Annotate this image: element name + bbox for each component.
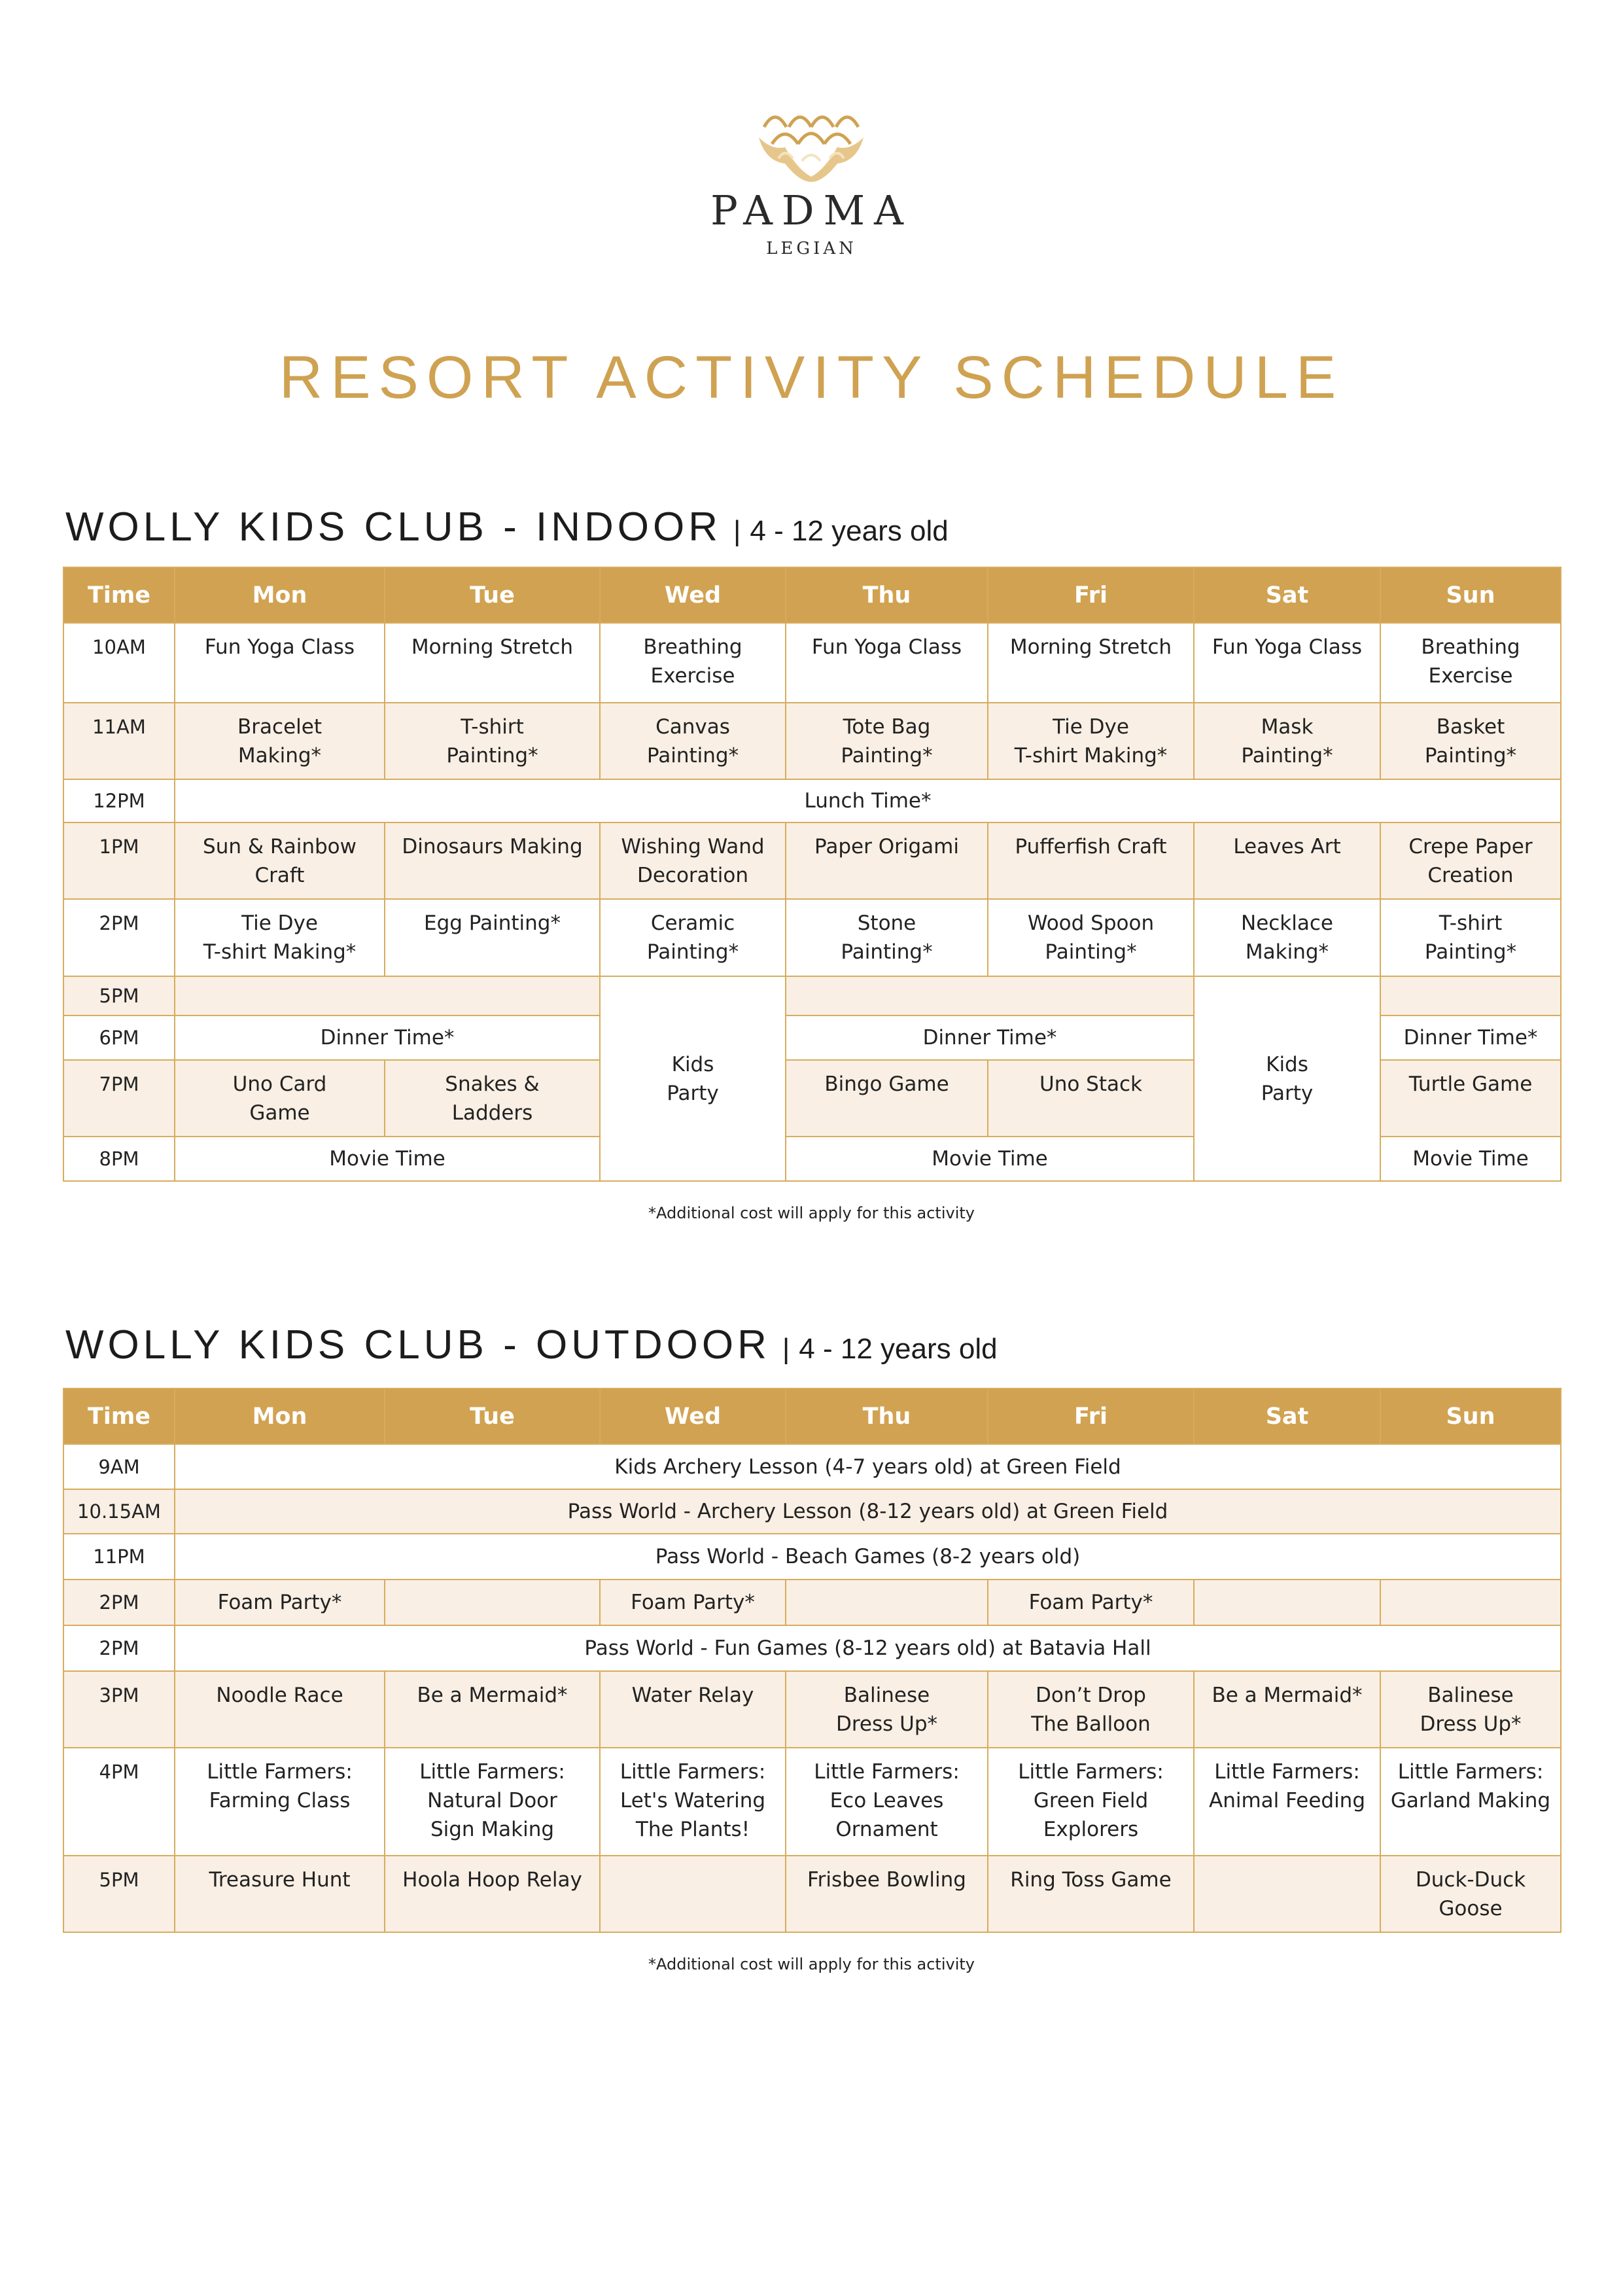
activity-cell	[786, 1748, 988, 1856]
activity-line: Animal Feeding	[1208, 1789, 1366, 1812]
table-row	[63, 779, 1561, 822]
kids-party-cell	[600, 976, 786, 1181]
activity-cell: Dinosaurs Making	[385, 822, 600, 899]
activity-cell	[175, 1748, 385, 1856]
activity-line: Kids	[1266, 1052, 1308, 1076]
indoor-footnote: *Additional cost will apply for this activity	[648, 1204, 975, 1222]
table-row	[63, 703, 1561, 779]
empty-cell	[600, 1856, 786, 1932]
activity-cell: Leaves Art	[1194, 822, 1380, 899]
time-cell: 7PM	[63, 1060, 175, 1137]
empty-cell	[1194, 1856, 1380, 1932]
brand-name: PADMA	[710, 186, 913, 234]
activity-cell: Bingo Game	[786, 1060, 988, 1137]
activity-cell: Water Relay	[600, 1671, 786, 1748]
activity-cell	[988, 1748, 1194, 1856]
col-mon: Mon	[175, 1388, 385, 1444]
table-row	[63, 822, 1561, 899]
activity-line: Game	[249, 1101, 310, 1125]
activity-line: Kids	[671, 1052, 714, 1076]
activity-line: Goose	[1439, 1897, 1503, 1920]
activity-cell: Fun Yoga Class	[175, 623, 385, 703]
col-sun: Sun	[1380, 1388, 1561, 1444]
activity-line: Painting*	[1424, 744, 1517, 768]
col-sat: Sat	[1194, 1388, 1380, 1444]
activity-line: T-shirt	[461, 715, 524, 739]
time-cell: 4PM	[63, 1748, 175, 1856]
dinner-cell: Dinner Time*	[175, 1016, 600, 1060]
col-tue: Tue	[385, 567, 600, 623]
activity-cell	[600, 899, 786, 976]
activity-line: Painting*	[1241, 744, 1333, 768]
activity-cell	[1380, 623, 1561, 703]
table-row	[63, 1534, 1561, 1580]
activity-line: Little Farmers:	[1018, 1760, 1164, 1784]
activity-line: Little Farmers:	[1214, 1760, 1360, 1784]
activity-cell	[1194, 899, 1380, 976]
activity-line: Exercise	[1428, 664, 1513, 688]
activity-line: Craft	[254, 864, 305, 887]
table-row	[63, 1748, 1561, 1856]
activity-line: Making*	[1245, 940, 1329, 964]
activity-line: Mask	[1261, 715, 1314, 739]
activity-line: Explorers	[1043, 1818, 1139, 1841]
activity-line: Ladders	[451, 1101, 533, 1125]
activity-line: T-shirt Making*	[1014, 744, 1168, 768]
activity-cell: Morning Stretch	[988, 623, 1194, 703]
table-row	[63, 623, 1561, 703]
col-wed: Wed	[600, 1388, 786, 1444]
activity-line: Painting*	[841, 744, 933, 768]
activity-line: Tie Dye	[241, 911, 318, 935]
activity-line: Dress Up*	[835, 1712, 938, 1736]
activity-line: Exercise	[650, 664, 735, 688]
time-cell: 2PM	[63, 1580, 175, 1625]
activity-cell	[988, 1671, 1194, 1748]
activity-cell	[1380, 822, 1561, 899]
time-cell: 12PM	[63, 779, 175, 822]
indoor-heading	[65, 504, 949, 550]
page-title: RESORT ACTIVITY SCHEDULE	[279, 344, 1344, 411]
activity-line: Painting*	[446, 744, 538, 768]
activity-cell: Pass World - Beach Games (8-2 years old)	[175, 1534, 1561, 1580]
table-row	[63, 1856, 1561, 1932]
col-time: Time	[63, 1388, 175, 1444]
activity-cell	[600, 1748, 786, 1856]
activity-line: Canvas	[655, 715, 730, 739]
empty-cell	[385, 1580, 600, 1625]
activity-cell	[175, 822, 385, 899]
activity-line: Green Field	[1033, 1789, 1149, 1812]
brand-location: LEGIAN	[766, 239, 857, 258]
activity-cell: Foam Party*	[988, 1580, 1194, 1625]
activity-cell	[175, 703, 385, 779]
activity-line: Painting*	[646, 744, 739, 768]
indoor-schedule-table	[63, 567, 1562, 1182]
activity-line: Natural Door	[427, 1789, 557, 1812]
time-cell: 10AM	[63, 623, 175, 703]
activity-cell: Uno Stack	[988, 1060, 1194, 1137]
activity-cell	[988, 899, 1194, 976]
col-wed: Wed	[600, 567, 786, 623]
activity-cell: Egg Painting*	[385, 899, 600, 976]
time-cell: 1PM	[63, 822, 175, 899]
activity-cell: Foam Party*	[175, 1580, 385, 1625]
activity-line: Wishing Wand	[621, 835, 765, 858]
table-row	[63, 976, 1561, 1016]
activity-cell	[385, 1748, 600, 1856]
kids-party-cell	[1194, 976, 1380, 1181]
col-mon: Mon	[175, 567, 385, 623]
activity-cell: Pass World - Fun Games (8-12 years old) at Batavia Hall	[175, 1625, 1561, 1671]
activity-cell: Ring Toss Game	[988, 1856, 1194, 1932]
movie-cell: Movie Time	[175, 1137, 600, 1181]
activity-cell	[175, 899, 385, 976]
activity-cell	[1380, 703, 1561, 779]
col-tue: Tue	[385, 1388, 600, 1444]
activity-line: Balinese	[1427, 1684, 1514, 1707]
activity-cell: Hoola Hoop Relay	[385, 1856, 600, 1932]
col-sat: Sat	[1194, 567, 1380, 623]
time-cell: 8PM	[63, 1137, 175, 1181]
activity-cell: Treasure Hunt	[175, 1856, 385, 1932]
activity-cell	[175, 1060, 385, 1137]
activity-line: T-shirt Making*	[203, 940, 357, 964]
activity-cell: Foam Party*	[600, 1580, 786, 1625]
activity-line: Creation	[1427, 864, 1514, 887]
activity-line: The Plants!	[635, 1818, 750, 1841]
activity-line: Uno Card	[232, 1072, 327, 1096]
activity-line: Little Farmers:	[620, 1760, 766, 1784]
activity-line: Balinese	[843, 1684, 930, 1707]
activity-cell	[385, 703, 600, 779]
empty-cell	[1380, 976, 1561, 1016]
activity-line: Painting*	[841, 940, 933, 964]
activity-line: Making*	[237, 744, 322, 768]
table-row	[63, 1489, 1561, 1534]
activity-line: Sun & Rainbow	[203, 835, 357, 858]
activity-cell	[1380, 1748, 1561, 1856]
activity-cell: Pass World - Archery Lesson (8-12 years old) at Green Field	[175, 1489, 1561, 1534]
activity-cell: Fun Yoga Class	[1194, 623, 1380, 703]
activity-cell: Morning Stretch	[385, 623, 600, 703]
lotus-icon	[746, 98, 877, 183]
activity-line: Crepe Paper	[1408, 835, 1533, 858]
activity-line: Ceramic	[650, 911, 735, 935]
col-fri: Fri	[988, 567, 1194, 623]
heading-separator: |	[782, 1333, 790, 1365]
activity-line: Party	[1261, 1081, 1314, 1105]
activity-cell: Kids Archery Lesson (4-7 years old) at Green Field	[175, 1444, 1561, 1489]
activity-cell	[786, 1671, 988, 1748]
activity-line: Party	[667, 1081, 719, 1105]
time-cell: 6PM	[63, 1016, 175, 1060]
activity-line: Snakes &	[445, 1072, 540, 1096]
activity-line: Tote Bag	[843, 715, 931, 739]
activity-line: Eco Leaves	[829, 1789, 944, 1812]
col-fri: Fri	[988, 1388, 1194, 1444]
activity-line: Little Farmers:	[814, 1760, 960, 1784]
activity-cell: Noodle Race	[175, 1671, 385, 1748]
table-row	[63, 1671, 1561, 1748]
activity-cell	[988, 703, 1194, 779]
activity-line: Decoration	[637, 864, 749, 887]
heading-separator: |	[733, 515, 741, 547]
outdoor-age: 4 - 12 years old	[799, 1333, 998, 1365]
indoor-age: 4 - 12 years old	[750, 515, 949, 547]
activity-cell	[786, 703, 988, 779]
activity-cell	[1194, 1748, 1380, 1856]
time-cell: 3PM	[63, 1671, 175, 1748]
activity-line: Farming Class	[209, 1789, 351, 1812]
activity-cell	[1194, 703, 1380, 779]
dinner-cell: Dinner Time*	[786, 1016, 1194, 1060]
activity-cell: Be a Mermaid*	[385, 1671, 600, 1748]
table-row	[63, 1580, 1561, 1625]
activity-line: Ornament	[835, 1818, 938, 1841]
col-sun: Sun	[1380, 567, 1561, 623]
activity-line: Basket	[1436, 715, 1505, 739]
outdoor-heading	[65, 1322, 998, 1368]
activity-cell: Frisbee Bowling	[786, 1856, 988, 1932]
time-cell: 9AM	[63, 1444, 175, 1489]
table-row	[63, 899, 1561, 976]
table-header-row	[63, 1388, 1561, 1444]
time-cell: 2PM	[63, 1625, 175, 1671]
time-cell: 5PM	[63, 1856, 175, 1932]
lunch-cell: Lunch Time*	[175, 779, 1561, 822]
activity-line: The Balloon	[1031, 1712, 1151, 1736]
col-thu: Thu	[786, 567, 988, 623]
activity-cell	[786, 899, 988, 976]
empty-cell	[1194, 1580, 1380, 1625]
movie-cell: Movie Time	[1380, 1137, 1561, 1181]
activity-line: Little Farmers:	[419, 1760, 565, 1784]
activity-cell	[1380, 1671, 1561, 1748]
activity-line: Little Farmers:	[207, 1760, 353, 1784]
activity-line: Breathing	[643, 635, 742, 659]
activity-cell: Turtle Game	[1380, 1060, 1561, 1137]
movie-cell: Movie Time	[786, 1137, 1194, 1181]
outdoor-title: WOLLY KIDS CLUB - OUTDOOR	[65, 1322, 771, 1368]
time-cell: 11PM	[63, 1534, 175, 1580]
activity-line: Dress Up*	[1420, 1712, 1522, 1736]
activity-cell	[600, 623, 786, 703]
activity-line: Sign Making	[430, 1818, 555, 1841]
activity-line: Breathing	[1421, 635, 1520, 659]
activity-line: T-shirt	[1439, 911, 1503, 935]
dinner-cell: Dinner Time*	[1380, 1016, 1561, 1060]
activity-cell: Be a Mermaid*	[1194, 1671, 1380, 1748]
indoor-title: WOLLY KIDS CLUB - INDOOR	[65, 504, 722, 550]
activity-line: Tie Dye	[1053, 715, 1129, 739]
empty-cell	[1380, 1580, 1561, 1625]
time-cell: 11AM	[63, 703, 175, 779]
activity-cell	[385, 1060, 600, 1137]
col-time: Time	[63, 567, 175, 623]
activity-line: Let's Watering	[620, 1789, 766, 1812]
table-header-row	[63, 567, 1561, 623]
time-cell: 5PM	[63, 976, 175, 1016]
activity-cell	[1380, 899, 1561, 976]
activity-line: Duck-Duck	[1415, 1868, 1526, 1892]
activity-line: Necklace	[1241, 911, 1333, 935]
activity-line: Painting*	[1424, 940, 1517, 964]
time-cell: 10.15AM	[63, 1489, 175, 1534]
table-row	[63, 1444, 1561, 1489]
outdoor-schedule-table	[63, 1388, 1562, 1933]
activity-cell	[600, 703, 786, 779]
activity-line: Wood Spoon	[1027, 911, 1155, 935]
activity-cell: Paper Origami	[786, 822, 988, 899]
activity-cell: Pufferfish Craft	[988, 822, 1194, 899]
empty-cell	[175, 976, 600, 1016]
table-row	[63, 1625, 1561, 1671]
activity-line: Painting*	[646, 940, 739, 964]
activity-line: Painting*	[1045, 940, 1137, 964]
activity-cell: Fun Yoga Class	[786, 623, 988, 703]
activity-line: Garland Making	[1390, 1789, 1551, 1812]
col-thu: Thu	[786, 1388, 988, 1444]
activity-line: Stone	[857, 911, 916, 935]
empty-cell	[786, 1580, 988, 1625]
activity-line: Little Farmers:	[1397, 1760, 1544, 1784]
activity-line: Bracelet	[237, 715, 322, 739]
activity-line: Don’t Drop	[1036, 1684, 1146, 1707]
activity-cell	[1380, 1856, 1561, 1932]
outdoor-footnote: *Additional cost will apply for this activity	[648, 1955, 975, 1973]
activity-cell	[600, 822, 786, 899]
time-cell: 2PM	[63, 899, 175, 976]
empty-cell	[786, 976, 1194, 1016]
